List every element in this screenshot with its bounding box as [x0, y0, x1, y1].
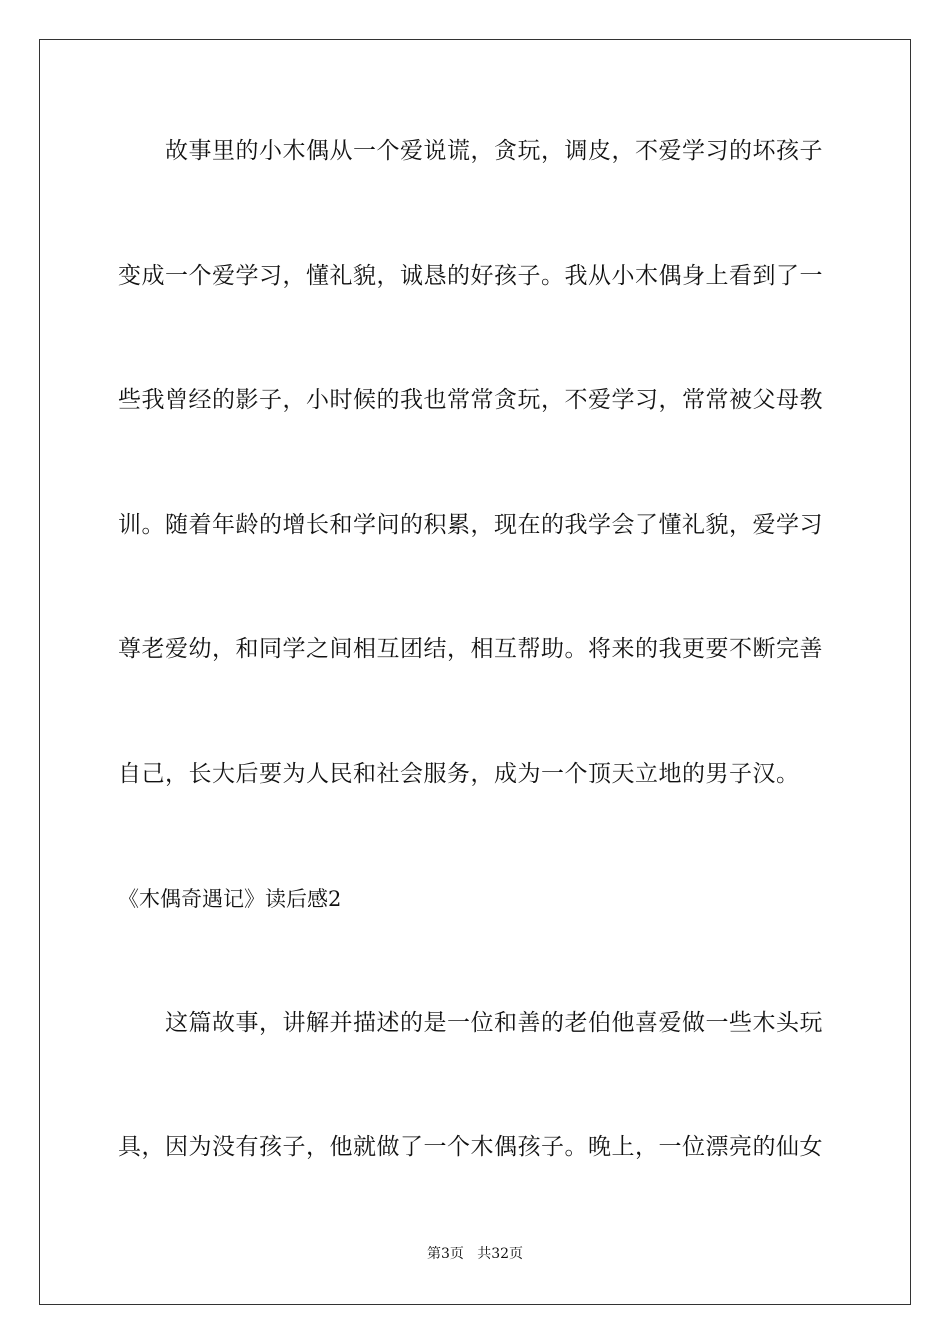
paragraph-line: 尊老爱幼，和同学之间相互团结，相互帮助。将来的我更要不断完善	[118, 636, 823, 662]
paragraph-line: 这篇故事，讲解并描述的是一位和善的老伯他喜爱做一些木头玩	[165, 1010, 823, 1036]
paragraph-line: 具，因为没有孩子，他就做了一个木偶孩子。晚上，一位漂亮的仙女	[118, 1134, 823, 1160]
paragraph-line: 变成一个爱学习，懂礼貌，诚恳的好孩子。我从小木偶身上看到了一	[118, 263, 823, 289]
paragraph-line: 自己，长大后要为人民和社会服务，成为一个顶天立地的男子汉。	[118, 761, 800, 787]
page-number-footer: 第3页 共32页	[426, 1246, 524, 1262]
page-frame	[39, 39, 911, 1305]
section-title: 《木偶奇遇记》读后感2	[118, 887, 342, 911]
paragraph-line: 训。随着年龄的增长和学问的积累，现在的我学会了懂礼貌，爱学习	[118, 512, 823, 538]
paragraph-line: 故事里的小木偶从一个爱说谎，贪玩，调皮，不爱学习的坏孩子	[165, 138, 823, 164]
paragraph-line: 些我曾经的影子，小时候的我也常常贪玩，不爱学习，常常被父母教	[118, 387, 823, 413]
